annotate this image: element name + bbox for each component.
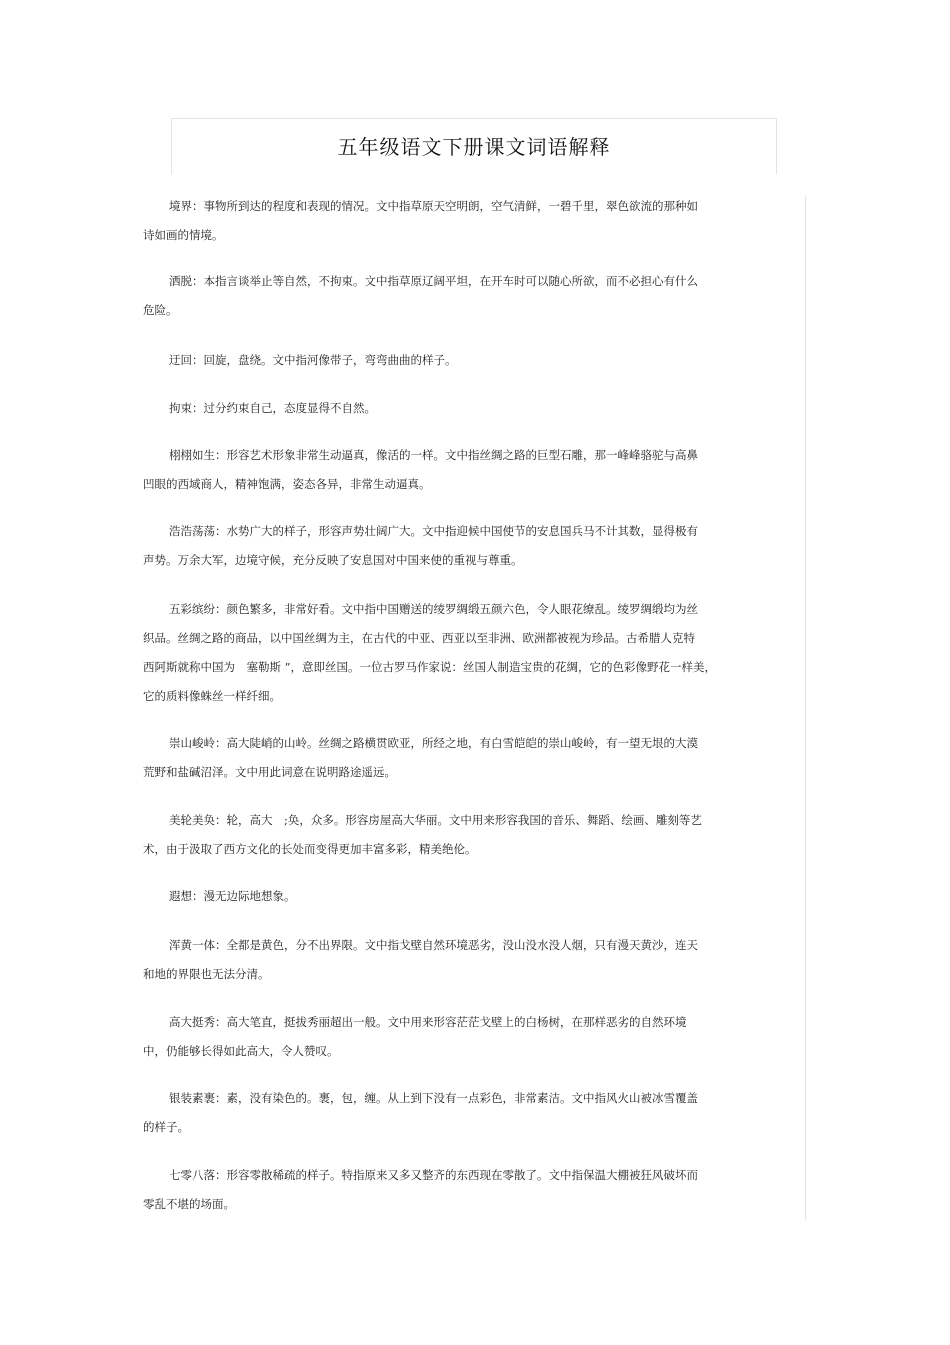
entry-wucaibinfen [143, 595, 743, 711]
right-margin-line [805, 196, 806, 1220]
entry-line: 和地的界限也无法分清。 [143, 967, 270, 981]
entry-chongshanjunling [143, 729, 743, 787]
entry-yinzhuangsuguo [143, 1084, 743, 1142]
entry-line: 西阿斯就称中国为 塞勒斯 ”，意即丝国。一位古罗马作家说：丝国人制造宝贵的花绸，它的色彩像野花一样美， [143, 660, 717, 674]
entry-line: 中，仍能够长得如此高大，令人赞叹。 [143, 1044, 339, 1058]
entry-line: 迂回：回旋，盘绕。文中指河像带子，弯弯曲曲的样子。 [169, 353, 457, 367]
entry-line: 浩浩荡荡：水势广大的样子，形容声势壮阔广大。文中指迎候中国使节的安息国兵马不计其数，显得极有 [169, 524, 698, 538]
entry-line: 遐想：漫无边际地想象。 [169, 889, 296, 903]
entry-line: 美轮美奂：轮，高大 ;奂，众多。形容房屋高大华丽。文中用来形容我国的音乐、舞蹈、绘画、雕刻等艺 [169, 813, 702, 827]
entry-line: 境界：事物所到达的程度和表现的情况。文中指草原天空明朗，空气清鲜，一碧千里，翠色欲流的那种如 [169, 199, 698, 213]
entry-satuo [143, 267, 743, 325]
entry-line: 的样子。 [143, 1120, 189, 1134]
entry-hunhuangyiti [143, 931, 743, 989]
entry-gaodatingxiu [143, 1008, 743, 1066]
entry-line: 五彩缤纷：颜色繁多，非常好看。文中指中国赠送的绫罗绸缎五颜六色，令人眼花缭乱。绫罗绸缎均为丝 [169, 602, 698, 616]
entry-line: 崇山峻岭：高大陡峭的山岭。丝绸之路横贯欧亚，所经之地，有白雪皑皑的崇山峻岭，有一望无垠的大漠 [169, 736, 698, 750]
entry-line: 浑黄一体：全都是黄色，分不出界限。文中指戈壁自然环境恶劣，没山没水没人烟，只有漫天黄沙，连天 [169, 938, 698, 952]
entry-jingjie [143, 192, 743, 250]
entry-line: 荒野和盐碱沼泽。文中用此词意在说明路途遥远。 [143, 765, 396, 779]
entry-line: 术，由于汲取了西方文化的长处而变得更加丰富多彩，精美绝伦。 [143, 842, 477, 856]
entry-qilingbaluo [143, 1161, 743, 1219]
entry-line: 危险。 [143, 303, 178, 317]
entry-jushu [143, 394, 743, 423]
entry-haohaodangdang [143, 517, 743, 575]
entry-line: 零乱不堪的场面。 [143, 1197, 235, 1211]
entry-line: 诗如画的情境。 [143, 228, 224, 242]
entry-line: 拘束：过分约束自己，态度显得不自然。 [169, 401, 376, 415]
entry-xiaxiang [143, 882, 743, 911]
entry-line: 七零八落：形容零散稀疏的样子。特指原来又多又整齐的东西现在零散了。文中指保温大棚被狂风破坏而 [169, 1168, 698, 1182]
entry-meilunmeihuan [143, 806, 743, 864]
entry-line: 织品。丝绸之路的商品，以中国丝绸为主，在古代的中亚、西亚以至非洲、欧洲都被视为珍品。古希腊人克特 [143, 631, 695, 645]
entry-line: 洒脱：本指言谈举止等自然，不拘束。文中指草原辽阔平坦，在开车时可以随心所欲，而不必担心有什么 [169, 274, 698, 288]
entry-line: 它的质料像蛛丝一样纤细。 [143, 689, 281, 703]
entry-yuhui [143, 346, 743, 375]
page-title: 五年级语文下册课文词语解释 [337, 135, 611, 159]
entry-xuxurusheng [143, 441, 743, 499]
entry-line: 凹眼的西域商人，精神饱满，姿态各异，非常生动逼真。 [143, 477, 431, 491]
entry-line: 银装素裹：素，没有染色的。裹，包，缠。从上到下没有一点彩色，非常素洁。文中指风火山被冰雪覆盖 [169, 1091, 698, 1105]
entry-line: 声势。万余大军，边境守候，充分反映了安息国对中国来使的重视与尊重。 [143, 553, 523, 567]
title-box [171, 118, 777, 174]
entry-line: 高大挺秀：高大笔直，挺拔秀丽超出一般。文中用来形容茫茫戈壁上的白杨树，在那样恶劣的自然环境 [169, 1015, 687, 1029]
entry-line: 栩栩如生：形容艺术形象非常生动逼真，像活的一样。文中指丝绸之路的巨型石雕，那一峰峰骆驼与高鼻 [169, 448, 698, 462]
